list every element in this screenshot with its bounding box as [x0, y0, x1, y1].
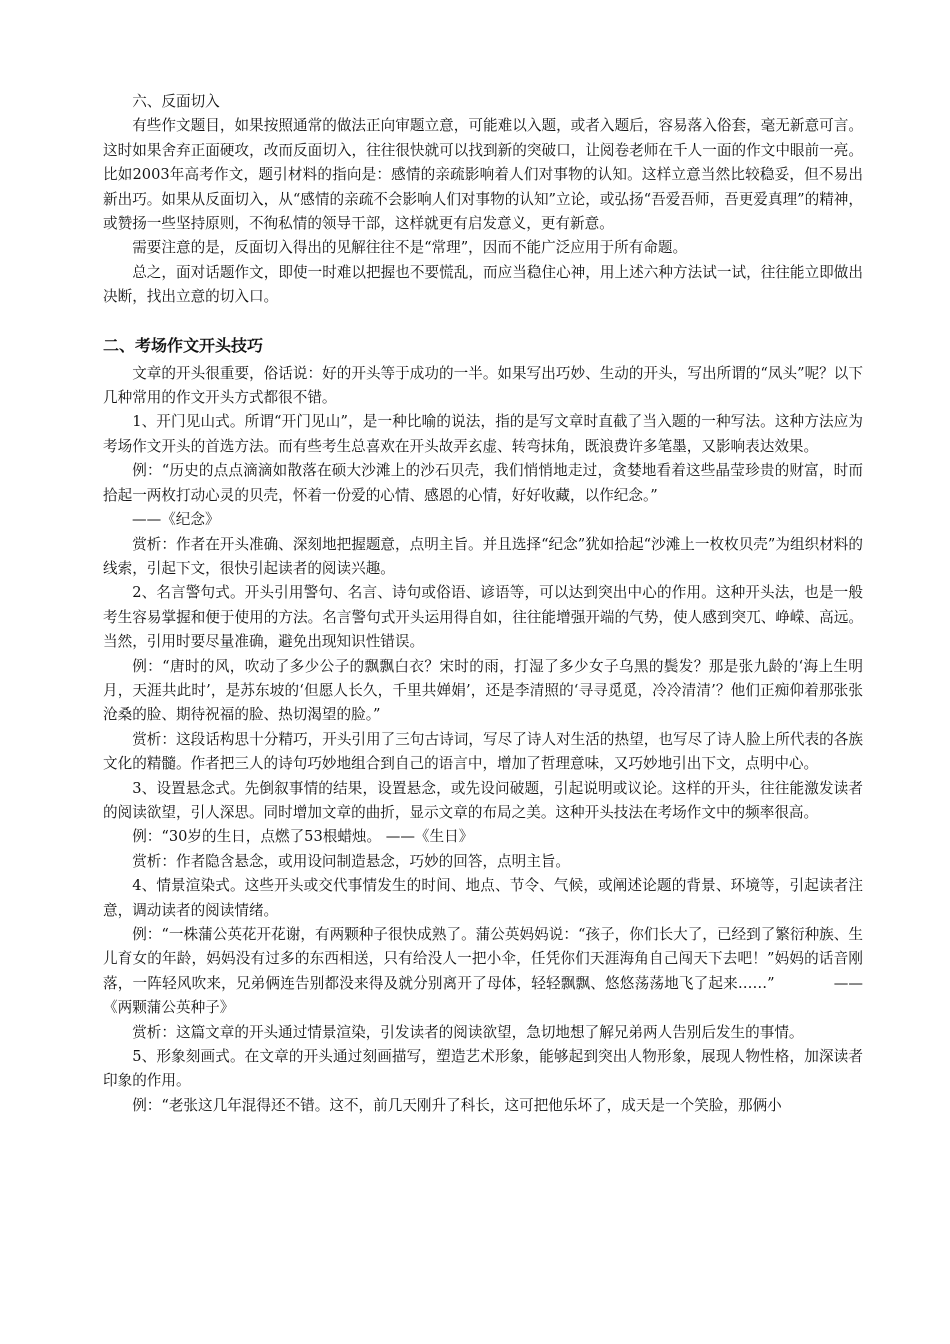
document-page: [103, 90, 863, 1118]
method-5: 5、形象刻画式。在文章的开头通过刻画描写，塑造艺术形象，能够起到突出人物形象，展现人物性格，加深读者印象的作用。: [103, 1048, 863, 1090]
method-1-analysis: 赏析：作者在开头准确、深刻地把握题意，点明主旨。并且选择“纪念”犹如拾起“沙滩上一枚枚贝壳”为组织材料的线索，引起下文，很快引起读者的阅读兴趣。: [103, 535, 863, 577]
section-6-paragraph-3: 总之，面对话题作文，即使一时难以把握也不要慌乱，而应当稳住心神，用上述六种方法试一试，往往能立即做出决断，找出立意的切入口。: [103, 263, 863, 306]
method-4-example: 例：“一株蒲公英花开花谢，有两颗种子很快成熟了。蒲公英妈妈说：“孩子，你们长大了，已经到了繁衍种族、生儿育女的年龄，妈妈没有过多的东西相送，只有给没人一把小伞，任凭你们天涯海角自己闯天下去吧！”妈妈的话音刚落，一阵轻风吹来，兄弟俩连告别都没来得及就分别离开了母体，轻轻飘飘、悠悠荡荡地飞了起来……” ——《两颗蒲公英种子》: [103, 926, 863, 1017]
method-1-example: 例：“历史的点点滴滴如散落在硕大沙滩上的沙石贝壳，我们悄悄地走过，贪婪地看着这些晶莹珍贵的财富，时而拾起一两枚打动心灵的贝壳，怀着一份爱的心情、感恩的心情，好好收藏，以作纪念。”: [103, 462, 863, 504]
section-2-heading: 二、考场作文开头技巧: [103, 335, 264, 355]
method-4-analysis: 赏析：这篇文章的开头通过情景渲染，引发读者的阅读欲望，急切地想了解兄弟两人告别后发生的事情。: [132, 1023, 804, 1041]
section-2-intro: 文章的开头很重要，俗话说：好的开头等于成功的一半。如果写出巧妙、生动的开头，写出所谓的“凤头”呢？以下几种常用的作文开头方式都很不错。: [103, 364, 863, 407]
method-5-example: 例：“老张这几年混得还不错。这不，前几天刚升了科长，这可把他乐坏了，成天是一个笑脸，那俩小: [132, 1096, 782, 1114]
method-1-source: ——《纪念》: [132, 511, 220, 529]
method-3: 3、设置悬念式。先倒叙事情的结果，设置悬念，或先设问破题，引起说明或议论。这样的开头，往往能激发读者的阅读欲望，引人深思。同时增加文章的曲折，显示文章的布局之美。这种开头技法在考场作文中的频率很高。: [103, 779, 863, 821]
method-2-example: 例：“唐时的风，吹动了多少公子的飘飘白衣？宋时的雨，打湿了多少女子乌黑的鬓发？那是张九龄的‘海上生明月，天涯共此时’，是苏东坡的‘但愿人长久，千里共婵娟’，还是李清照的‘寻寻觅觅，冷冷清清’？他们正痴仰着那张张沧桑的脸、期待祝福的脸、热切渴望的脸。”: [103, 657, 863, 724]
method-4: 4、情景渲染式。这些开头或交代事情发生的时间、地点、节令、气候，或阐述论题的背景、环境等，引起读者注意，调动读者的阅读情绪。: [103, 877, 863, 919]
section-6-paragraph-1: 有些作文题目，如果按照通常的做法正向审题立意，可能难以入题，或者入题后，容易落入俗套，毫无新意可言。这时如果舍弃正面硬攻，改而反面切入，往往很快就可以找到新的突破口，让阅卷老师在千人一面的作文中眼前一亮。比如2003年高考作文，题引材料的指向是：感情的亲疏影响着人们对事物的认知。这样立意当然比较稳妥，但不易出新出巧。如果从反面切入，从“感情的亲疏不会影响人们对事物的认知”立论，或弘扬“吾爱吾师，吾更爱真理”的精神，或赞扬一些坚持原则，不徇私情的领导干部，这样就更有启发意义，更有新意。: [103, 117, 863, 233]
method-2-analysis: 赏析：这段话构思十分精巧，开头引用了三句古诗词，写尽了诗人对生活的热望，也写尽了诗人脸上所代表的各族文化的精髓。作者把三人的诗句巧妙地组合到自己的语言中，增加了哲理意味，又巧妙地引出下文，点明中心。: [103, 730, 863, 773]
method-3-analysis: 赏析：作者隐含悬念，或用设问制造悬念，巧妙的回答，点明主旨。: [132, 852, 571, 870]
method-1: 1、开门见山式。所谓“开门见山”，是一种比喻的说法，指的是写文章时直截了当入题的一种写法。这种方法应为考场作文开头的首选方法。而有些考生总喜欢在开头故弄玄虚、转弯抹角，既浪费许多笔墨，又影响表达效果。: [103, 413, 863, 455]
section-6-paragraph-2: 需要注意的是，反面切入得出的见解往往不是“常理”，因而不能广泛应用于所有命题。: [132, 239, 688, 257]
section-6-heading: 六、反面切入: [132, 93, 220, 110]
method-2: 2、名言警句式。开头引用警句、名言、诗句或俗语、谚语等，可以达到突出中心的作用。这种开头法，也是一般考生容易掌握和便于使用的方法。名言警句式开头运用得自如，往往能增强开端的气势，使人感到突兀、峥嵘、高远。当然，引用时要尽量准确，避免出现知识性错误。: [103, 584, 863, 651]
method-3-example: 例：“30岁的生日，点燃了53根蜡烛。 ——《生日》: [132, 828, 474, 846]
